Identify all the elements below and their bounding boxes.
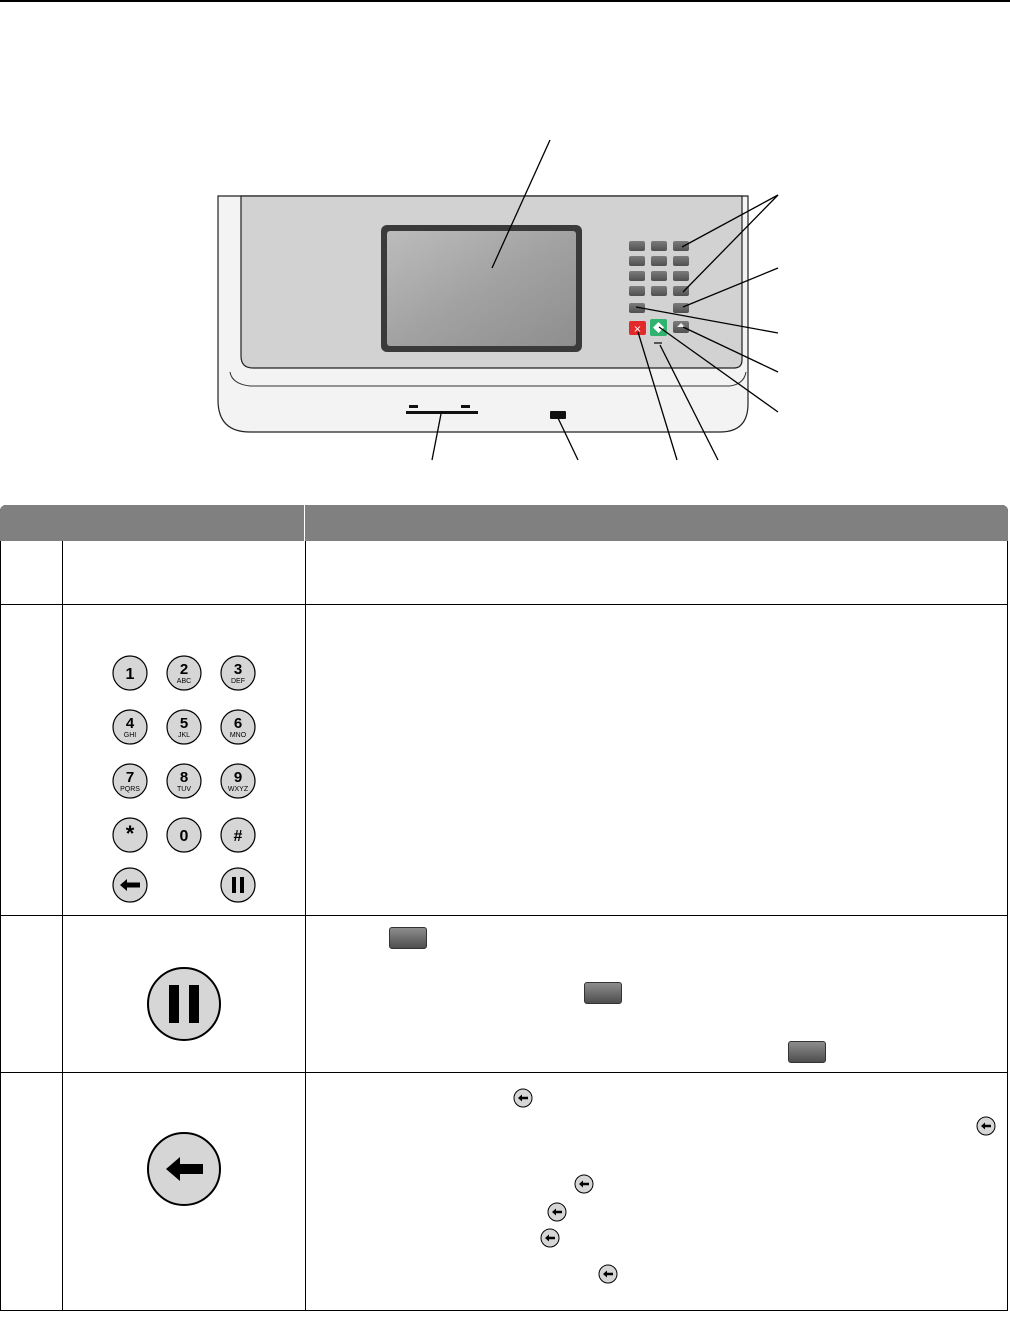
keypad-key [113, 710, 147, 744]
table-row [1, 604, 1007, 915]
keypad-key-letters: DEF [231, 678, 245, 685]
pause-key-icon [584, 982, 622, 1004]
keypad-key-label: 2 [179, 661, 189, 678]
keypad-key-label: 0 [179, 828, 189, 845]
keypad-key-letters: JKL [177, 732, 191, 739]
back-arrow-icon [547, 1202, 567, 1222]
row-item [63, 541, 306, 604]
usb-port [550, 411, 566, 419]
svg-text:×: × [633, 324, 642, 335]
keypad-key-label: 8 [179, 769, 189, 786]
keypad-key [221, 710, 255, 744]
keypad-key [221, 764, 255, 798]
keypad-key-label: 5 [179, 715, 189, 732]
keypad-key-letters: GHI [123, 732, 137, 739]
row-description [306, 541, 1007, 604]
row-number [1, 1073, 63, 1311]
back-button-illustration [63, 1073, 306, 1312]
row-item [63, 916, 306, 1072]
back-arrow-icon [598, 1264, 618, 1284]
keypad-key [113, 764, 147, 798]
back-arrow-icon [976, 1116, 996, 1136]
keypad-key-label: 6 [233, 715, 243, 732]
keypad-key [221, 818, 255, 852]
row-number [1, 541, 63, 604]
table-row [1, 1072, 1007, 1311]
keypad-key [167, 710, 201, 744]
keypad-illustration [63, 605, 306, 916]
keypad-key [113, 818, 147, 852]
keypad-key-letters: WXYZ [227, 786, 249, 793]
description-table [0, 505, 1008, 1311]
keypad-key-letters: MNO [229, 732, 247, 739]
keypad-key-label: * [125, 821, 135, 846]
keypad-key [167, 656, 201, 690]
keypad-key-letters: ABC [176, 678, 192, 685]
back-arrow-icon [113, 868, 147, 902]
row-item [63, 1073, 306, 1311]
control-panel-illustration [0, 0, 1010, 470]
row-number [1, 605, 63, 915]
pause-icon [221, 868, 255, 902]
row-item [63, 605, 306, 915]
pause-key-icon [389, 927, 427, 949]
back-arrow-icon [513, 1088, 533, 1108]
table-header [0, 505, 1008, 541]
keypad-key-label: 1 [125, 666, 135, 683]
keypad-key-label: 4 [125, 715, 135, 732]
card-slot [406, 411, 478, 414]
keypad-key-label: # [233, 828, 243, 845]
pause-button-illustration [63, 916, 306, 1073]
table-row [1, 915, 1007, 1072]
back-arrow-icon [540, 1228, 560, 1248]
keypad-key-letters: PQRS [120, 786, 140, 793]
pause-key-icon [788, 1041, 826, 1063]
row-description [306, 1073, 1007, 1311]
row-description [306, 916, 1007, 1072]
keypad-key-label: 9 [233, 769, 243, 786]
back-arrow-icon [574, 1174, 594, 1194]
keypad-key [221, 656, 255, 690]
keypad-key-letters: TUV [177, 786, 191, 793]
table-row [1, 541, 1007, 604]
row-description [306, 605, 1007, 915]
pause-icon [169, 985, 179, 1023]
row-number [1, 916, 63, 1072]
keypad-key [113, 656, 147, 690]
keypad-key-label: 7 [125, 769, 135, 786]
keypad-key [167, 764, 201, 798]
keypad-key [167, 818, 201, 852]
keypad-key-label: 3 [233, 661, 243, 678]
